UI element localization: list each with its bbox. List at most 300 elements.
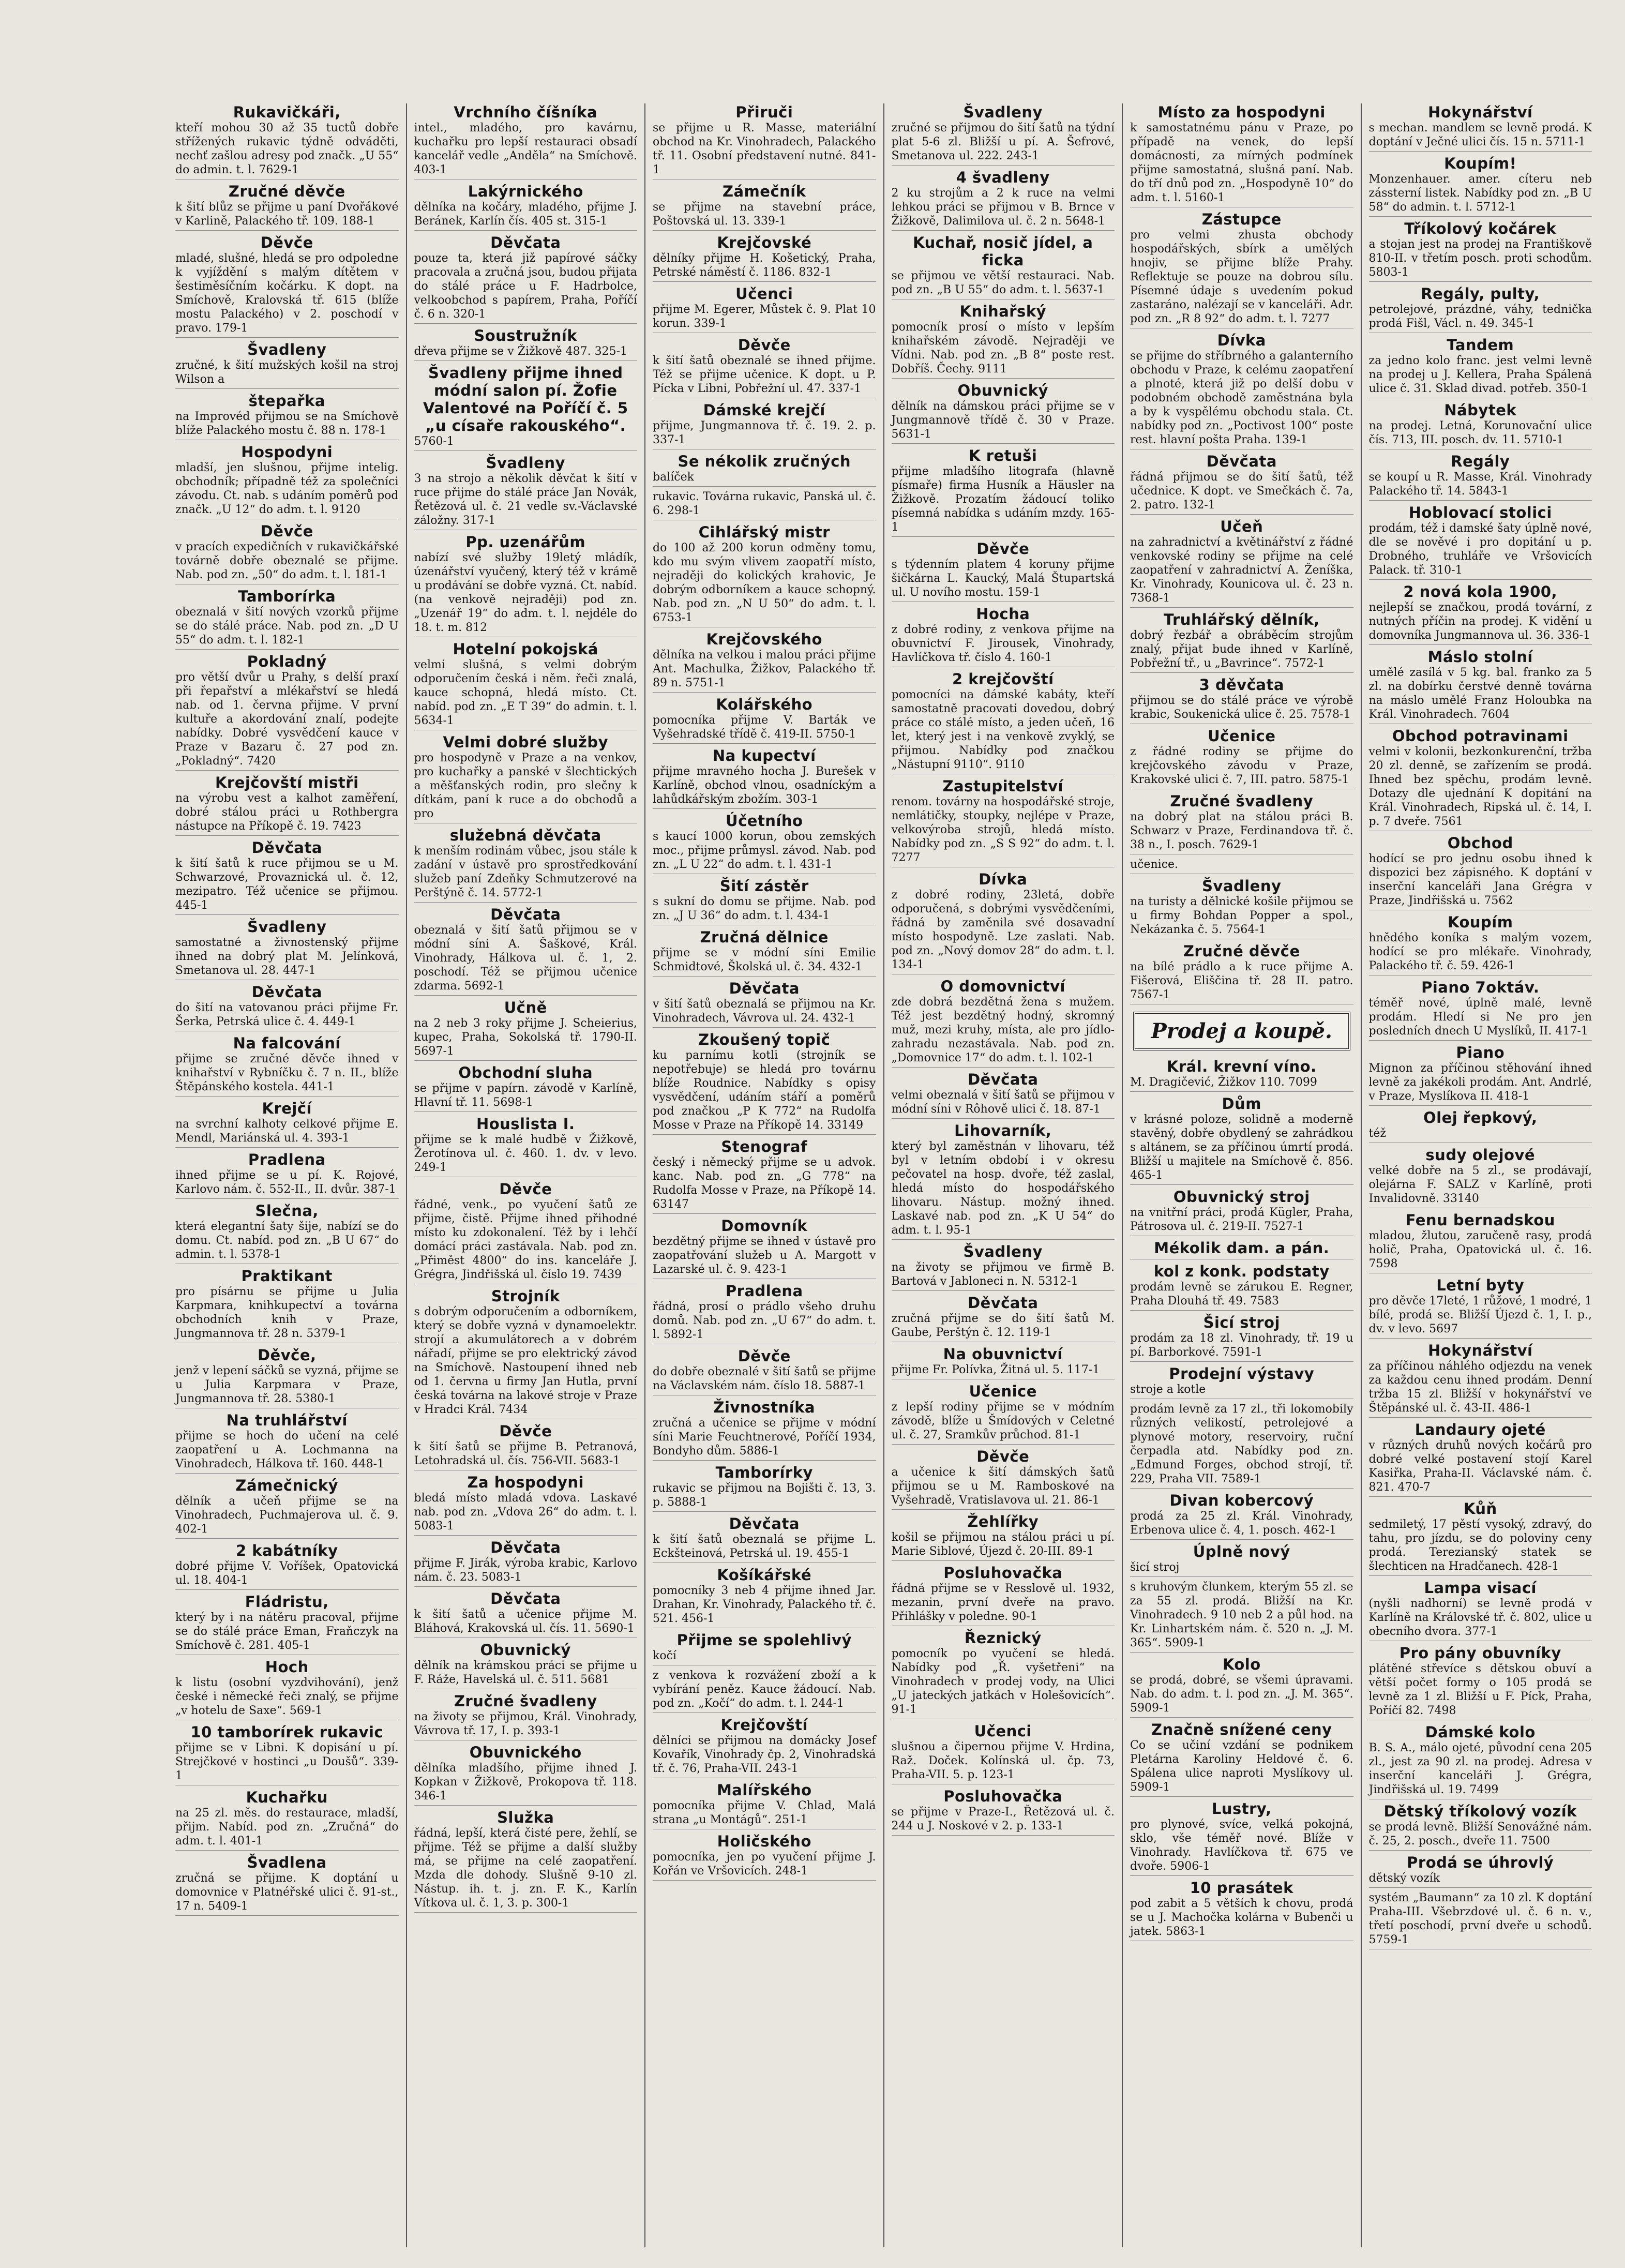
ad-heading: Hokynářství	[1428, 103, 1533, 121]
ad-heading: Značně snížené ceny	[1151, 1721, 1332, 1738]
ad-text: 5760-1	[414, 435, 454, 448]
ad-heading: Zastupitelství	[942, 777, 1063, 795]
ad-text: ihned přijme se u pí. K. Rojové, Karlovo nám. č. 552-II., II. dvůr. 387-1	[175, 1169, 399, 1196]
ad-heading: Stenograf	[721, 1138, 808, 1155]
ad-text: kočí	[653, 1649, 676, 1662]
classified-ad	[1130, 1543, 1353, 1577]
classified-ad	[175, 1542, 399, 1590]
ad-text: B. S. A., málo ojeté, původní cena 205 zl., jest za 90 zl. na prodej. Adresa v inserční kanceláři J. Grégra, Jindřišská ul. 19. 7499	[1368, 1741, 1592, 1796]
ad-text: plátěné střevíce s dětskou obuví a větší počet formy o 105 prodá se levně za 1 zl. Bližší u F. Píck, Praha, Poříčí 82. 7498	[1368, 1662, 1592, 1717]
ad-text: dobré přijme V. Voříšek, Opatovická ul. 18. 404-1	[175, 1560, 399, 1587]
ad-text: hnědého koníka s malým vozem, hodící se pro mlékaře. Vinohrady, Palackého tř. č. 59. 426-1	[1368, 932, 1592, 972]
classified-ad	[1130, 453, 1353, 515]
classified-ad	[1369, 285, 1592, 333]
ad-heading: Praktikant	[241, 1267, 333, 1285]
classified-ad	[175, 1267, 399, 1343]
ad-text: z lepší rodiny přijme se v módním závodě, blíže u Šmídových v Celetné ul. č. 27, Sramkův průchod. 81-1	[891, 1401, 1115, 1441]
classified-ad	[1130, 1492, 1353, 1540]
ad-text: pomocníka, jen po vyučení přijme J. Kořán ve Vršovicích. 248-1	[653, 1851, 876, 1878]
ad-heading: kol z konk. podstaty	[1153, 1263, 1330, 1280]
ad-text: dělníky přijme H. Košetický, Praha, Petrské náměstí č. 1186. 832-1	[653, 252, 876, 279]
ad-heading: 10 tamborírek rukavic	[190, 1723, 384, 1741]
ad-text: pod zabit a 5 větších k chovu, prodá se u J. Machočka kolárna v Bubenči u jatek. 5863-1	[1130, 1897, 1353, 1938]
ad-heading: Děvčata	[490, 906, 561, 923]
ad-text: dělníka na kočáry, mladého, přijme J. Beránek, Karlín čís. 405 st. 315-1	[414, 201, 637, 228]
ad-text: se prodá, dobré, se všemi úpravami. Nab. do adm. t. l. pod zn. „J. M. 365“. 5909-1	[1130, 1674, 1353, 1715]
ad-text: rukavic se přijmou na Bojišti č. 13, 3. p. 5888-1	[653, 1482, 876, 1509]
ad-heading: Žehlířky	[967, 1513, 1039, 1530]
ad-text: velmi v kolonii, bezkonkurenční, tržba 20 zl. denně, se zařízením se prodá. Ihned bez spěchu, prodám levně. Dotazy dle ujednání K dopitání na Král. Vinohradech, Ripská ul. č. 14, I. p. 7 dveře. 7561	[1368, 745, 1592, 828]
ad-heading: Děvče	[976, 540, 1030, 558]
ad-heading: Hoblovací stolici	[1408, 504, 1552, 521]
ad-text: umělé zasílá v 5 kg. bal. franko za 5 zl. na dobírku čerstvé denně továrna na máslo umělé Franz Holoubka na Král. Vinohradech. 7604	[1368, 666, 1592, 721]
classified-ad	[653, 928, 876, 977]
ad-heading: Dámské kolo	[1425, 1723, 1536, 1741]
classified-ad	[653, 453, 876, 487]
ad-text: na Improvéd přijmou se na Smíchově blíže Palackého mostu č. 88 n. 178-1	[175, 410, 399, 437]
ad-heading: Zkoušený topič	[698, 1031, 831, 1048]
ad-text: k šití šatů k ruce přijmou se u M. Schwarzové, Provaznická ul. č. 12, mezipatro. Též učenice se přijmou. 445-1	[175, 857, 399, 912]
ad-heading: Houslista I.	[476, 1115, 575, 1133]
ad-text: na výrobu vest a kalhot zaměření, dobré stálou práci u Rothbergra nástupce na Příkopě č. 19. 7423	[175, 792, 399, 833]
classified-ad	[1369, 1044, 1592, 1106]
ad-text: prodá za 25 zl. Král. Vinohrady, Erbenova ulice č. 4, 1. posch. 462-1	[1130, 1510, 1353, 1537]
ad-heading: Na falcování	[233, 1034, 341, 1052]
classified-ad	[1369, 1579, 1592, 1641]
ad-heading: Přijme se spolehlivý	[676, 1631, 852, 1649]
classified-ad	[892, 103, 1115, 166]
classified-ad	[1369, 979, 1592, 1041]
classified-ad	[653, 285, 876, 333]
classified-ad	[1369, 220, 1592, 282]
ad-heading: Děvčata	[490, 1539, 561, 1556]
ad-heading: Hotelní pokojská	[453, 640, 599, 658]
ad-heading: Učenice	[1208, 727, 1276, 745]
ad-text: bledá místo mladá vdova. Laskavé nab. pod zn. „Vdova 26“ do adm. t. l. 5083-1	[414, 1492, 637, 1533]
classified-ad	[892, 870, 1115, 974]
ad-text: bezdětný přijme se ihned v ústavě pro zaopatřování služeb u A. Margott v Lazarské ul. č. 9. 423-1	[653, 1235, 876, 1276]
ad-heading: Mékolik dam. a pán.	[1154, 1239, 1330, 1257]
classified-ad	[414, 1539, 638, 1587]
ad-text: 3 na strojo a několik děvčat k šití v ruce přijme do stálé práce Jan Novák, Řetězová ul. č. 21 vedle sv.-Václavské záložny. 317-1	[414, 472, 637, 527]
ad-text: se přijme v papírn. závodě v Karlíně, Hlavní tř. 11. 5698-1	[414, 1082, 637, 1109]
ad-heading: Košíkářské	[717, 1566, 812, 1584]
ad-heading: Domovník	[721, 1217, 808, 1235]
classified-ad	[1130, 211, 1353, 328]
ad-text: přijme F. Jirák, výroba krabic, Karlovo nám. č. 23. 5083-1	[414, 1557, 637, 1584]
ad-text: a stojan jest na prodej na Františkově 810-II. v třetím posch. proti schodům. 5803-1	[1368, 238, 1592, 279]
ad-heading: Cihlářský mistr	[698, 523, 830, 541]
classified-ad	[1369, 1146, 1592, 1208]
ad-heading: Prodejní výstavy	[1169, 1365, 1315, 1383]
ad-heading: Děvčata	[490, 234, 561, 251]
classified-ad	[1369, 1891, 1592, 1949]
ad-heading: Děvčata	[968, 1071, 1039, 1088]
classified-ad	[414, 827, 638, 903]
classified-ad	[414, 1064, 638, 1112]
ad-heading: Hokynářství	[1428, 1342, 1533, 1359]
ad-text: na bílé prádlo a k ruce přijme A. Fišerová, Eliščina tř. 28 II. patro. 7567-1	[1130, 960, 1353, 1001]
ad-text: na 25 zl. měs. do restaurace, mladší, přijm. Nabíd. pod zn. „Zručná“ do adm. t. l. 401-1	[175, 1807, 399, 1848]
ad-heading: Lakýrnického	[468, 183, 583, 200]
ad-text: se přijme na stavební práce, Poštovská ul. 13. 339-1	[653, 201, 876, 228]
classified-ad	[1369, 155, 1592, 217]
classified-ad	[892, 1383, 1115, 1445]
ad-heading: Truhlářský dělník,	[1163, 611, 1320, 628]
ad-heading: Hoch	[265, 1658, 309, 1676]
classified-ad	[175, 1346, 399, 1408]
classified-ad	[414, 234, 638, 324]
classified-ad	[1369, 1854, 1592, 1888]
ad-heading: Regály, pulty,	[1421, 285, 1540, 303]
classified-ad	[414, 1474, 638, 1536]
ad-heading: Na kupectví	[712, 747, 816, 764]
ad-heading: Tamborírka	[238, 588, 336, 605]
classified-ad	[653, 183, 876, 231]
classified-ad	[1369, 727, 1592, 831]
ad-heading: Krejčovského	[706, 630, 822, 648]
ad-heading: Děvče	[499, 1422, 552, 1440]
ad-heading: Lustry,	[1211, 1800, 1272, 1818]
classified-ad	[653, 1833, 876, 1881]
ad-heading: Piano	[1456, 1044, 1505, 1061]
ad-heading: Účetního	[726, 812, 803, 830]
ad-heading: Živnostníka	[713, 1399, 815, 1416]
ad-heading: Děvče	[738, 1347, 791, 1365]
column-2	[407, 103, 646, 2247]
classified-ad	[1369, 1421, 1592, 1497]
classified-ad	[653, 1464, 876, 1512]
ad-text: k šití šatů obeznalé se ihned přijme. Též se přijme učenice. K dopt. u P. Pícka v Libni, Pobřežní ul. 47. 337-1	[653, 354, 876, 395]
ad-heading: Zručné švadleny	[1170, 792, 1314, 810]
ad-text: dětský vozík	[1368, 1872, 1440, 1885]
classified-ad	[414, 454, 638, 530]
ad-heading: Švadleny	[486, 454, 565, 472]
classified-ad	[414, 1590, 638, 1638]
ad-heading: 2 nová kola 1900,	[1403, 583, 1558, 600]
classified-ad	[1369, 1276, 1592, 1339]
classified-ad	[175, 1789, 399, 1851]
ad-heading: Knihařský	[959, 303, 1047, 320]
ad-heading: Zástupce	[1201, 211, 1282, 228]
ad-text: pro děvče 17leté, 1 růžové, 1 modré, 1 bílé, prodá se. Bližší Újezd č. 1, I. p., dv. v levo. 5697	[1368, 1295, 1592, 1335]
ad-heading: Lihovarník,	[954, 1122, 1052, 1139]
ad-heading: Kůň	[1463, 1500, 1497, 1518]
classified-ad	[892, 1722, 1115, 1784]
ad-heading: služebná děvčata	[449, 827, 601, 844]
ad-text: přijme se hoch do učení na celé zaopatření u A. Lochmanna na Vinohradech, Hálkova tř. 160. 448-1	[175, 1430, 399, 1470]
ad-heading: 3 děvčata	[1199, 676, 1284, 694]
ad-text: z řádné rodiny se přijme do krejčovského závodu v Praze, Krakovské ulici č. 7, III. patro. 5875-1	[1130, 745, 1353, 786]
column-5	[1123, 103, 1362, 2247]
classified-ad	[1130, 858, 1353, 874]
ad-heading: Švadleny	[963, 103, 1043, 121]
ad-text: na svrchní kalhoty celkové přijme E. Mendl, Mariánská ul. 4. 393-1	[175, 1118, 399, 1145]
ad-heading: Na truhlářství	[226, 1411, 348, 1429]
classified-ad	[175, 103, 399, 179]
classified-ad	[175, 392, 399, 440]
ad-text: k listu (osobní vyzdvihování), jenž české i německé řeči znalý, se přijme „v hotelu de Saxe“. 569-1	[175, 1676, 399, 1717]
classified-ad	[1369, 504, 1592, 580]
ad-text: se přijme v Praze-I., Řetězová ul. č. 244 u J. Noskové v 2. p. 133-1	[891, 1806, 1115, 1833]
classified-ad	[653, 1515, 876, 1563]
classified-ad	[653, 1399, 876, 1461]
classified-ad	[414, 1422, 638, 1470]
ad-heading: Řeznický	[964, 1629, 1042, 1647]
ad-text: s mechan. mandlem se levně prodá. K doptání v Ječné ulici čís. 15 n. 5711-1	[1368, 122, 1592, 148]
column-6	[1362, 103, 1600, 2247]
ad-text: z venkova k rozvážení zboží a k vybírání peněz. Kauce žádoucí. Nab. pod zn. „Kočí“ do adm. t. l. 244-1	[653, 1669, 876, 1710]
ad-heading: Šití zástěr	[719, 877, 809, 895]
classified-ad	[414, 103, 638, 179]
ad-heading: Rukavičkáři,	[233, 103, 341, 121]
classified-ad	[653, 1631, 876, 1665]
ad-heading: Krejčovské	[717, 234, 812, 251]
classified-ad	[175, 1034, 399, 1097]
classified-ad	[1130, 1263, 1353, 1311]
classified-ad	[1369, 401, 1592, 449]
ad-text: dělníci se přijmou na domácky Josef Kovařík, Vinohrady čp. 2, Vinohradská tř. č. 76, Praha-VII. 243-1	[653, 1734, 876, 1775]
ad-text: zručné se přijmou do šití šatů na týdní plat 5-6 zl. Bližší u pí. A. Šefrové, Smetanova ul. 222. 243-1	[891, 122, 1115, 162]
ad-heading: Kolo	[1222, 1656, 1261, 1673]
ad-text: dělník na dámskou práci přijme se v Jungmannově třídě č. 30 v Praze. 5631-1	[891, 400, 1115, 441]
classified-ad	[175, 918, 399, 980]
ad-heading: Děvče	[738, 336, 791, 354]
ad-heading: Děvčata	[729, 980, 800, 997]
ad-text: s kaucí 1000 korun, obou zemských moc., přijme průmysl. závod. Nab. pod zn. „L U 22“ do adm. t. l. 431-1	[653, 830, 876, 871]
ad-text: mladou, žlutou, zaručeně rasy, prodá holič, Praha, Opatovická ul. č. 16. 7598	[1368, 1229, 1592, 1270]
ad-text: se přijme u R. Masse, materiální obchod na Kr. Vinohradech, Palackého tř. 11. Osobní představení nutné. 841-1	[653, 122, 876, 176]
classified-ad	[892, 1513, 1115, 1561]
ad-text: hodící se pro jednu osobu ihned k dispozici bez zápisného. K doptání v inserční kanceláři Jana Grégra v Praze, Jindřišská u. 7562	[1368, 852, 1592, 907]
ad-text: dělník na krámskou práci se přijme u F. Ráže, Havelská ul. č. 511. 5681	[414, 1659, 637, 1686]
ad-text: se přijme do stříbrného a galanterního obchodu v Praze, k celému zaopatření a plnoté, která již po delší dobu v podobném obchodě zaměstnána byla a by k vyspělému obchodu stala. Ct. nabídky pod zn. „Poctivost 100“ poste rest. hlavní pošta Praha. 139-1	[1130, 350, 1353, 446]
ad-heading: Dámské krejčí	[703, 401, 825, 419]
classified-ad	[175, 774, 399, 836]
ad-text: rukavic. Továrna rukavic, Panská ul. č. 6. 298-1	[653, 490, 876, 517]
ad-heading: Švadleny	[1202, 877, 1282, 895]
classified-ad	[892, 670, 1115, 774]
classified-ad	[892, 1629, 1115, 1719]
ad-text: v různých druhů nových kočárů pro dobré velké postavení stojí Karel Kasiřka, Praha-II. Václavské nám. č. 821. 470-7	[1368, 1439, 1592, 1494]
ad-text: dělníka na velkou i malou práci přijme Ant. Machulka, Žižkov, Palackého tř. 89 n. 5751-1	[653, 649, 876, 689]
ad-text: pomocník prosí o místo v lepším knihařském závodě. Nejraději ve Vídni. Nab. pod zn. „B 8“ poste rest. Dobříš. Čechy. 9111	[891, 321, 1115, 376]
ad-text: zručná a učenice se přijme v módní síni Marie Feuchtnerové, Poříčí 1934, Bondyho dům. 5886-1	[653, 1417, 876, 1458]
ad-text: k samostatnému pánu v Praze, po případě na venek, do lepší domácnosti, za mírných podmínek přijme samostatná, slušná paní. Nab. do tří dnů pod zn. „Hospodyně 10“ do adm. t. l. 5160-1	[1130, 122, 1353, 204]
ad-text: se koupí u R. Masse, Král. Vinohrady Palackého tř. 14. 5843-1	[1368, 471, 1592, 498]
column-1	[168, 103, 407, 2247]
ad-text: prodám za 18 zl. Vinohrady, tř. 19 u pí. Barborkové. 7591-1	[1130, 1332, 1353, 1359]
classified-ad	[653, 1716, 876, 1778]
classified-ad	[1130, 1721, 1353, 1797]
classified-ad	[892, 382, 1115, 444]
classified-ad	[414, 364, 638, 451]
classified-ad	[1130, 611, 1353, 673]
ad-heading: Fládristu,	[245, 1593, 329, 1611]
ad-text: Monzenhauer. amer. cíteru neb zássterní listek. Nabídky pod zn. „B U 58“ do admin. t. l. 5712-1	[1368, 173, 1592, 214]
classified-ad	[414, 327, 638, 361]
ad-text: k šití šatů se přijme B. Petranová, Letohradská ul. čís. 756-VII. 5683-1	[414, 1440, 637, 1467]
ad-heading: Prodá se úhrovlý	[1407, 1854, 1554, 1871]
classified-ad	[1130, 792, 1353, 854]
ad-text: řádná, prosí o prádlo všeho druhu domů. Nab. pod zn. „U 67“ do adm. t. l. 5892-1	[653, 1300, 876, 1341]
ad-heading: Olej řepkový,	[1423, 1109, 1538, 1127]
ad-text: se prodá levně. Bližší Senovážné nám. č. 25, 2. posch., dveře 11. 7500	[1368, 1821, 1592, 1848]
ad-text: s týdenním platem 4 koruny přijme šičkárna L. Kaucký, Malá Štupartská ul. U novího mostu. 159-1	[891, 558, 1115, 599]
classified-ad	[414, 1809, 638, 1913]
ad-text: obeznalá v šití nových vzorků přijme se do stálé práce. Nab. pod zn. „D U 55“ do adm. t. l. 182-1	[175, 606, 399, 647]
classified-ad	[414, 999, 638, 1061]
ad-heading: Krejčovští mistři	[215, 774, 359, 791]
ad-text: učenice.	[1130, 858, 1179, 871]
classified-ad	[1369, 648, 1592, 724]
ad-text: do 100 až 200 korun odměny tomu, kdo mu svým vlivem zaopatří místo, nejraději do kolických krahovic, Je dobrým odborníkem a kauce schopný. Nab. pod zn. „N U 50“ do adm. t. l. 6753-1	[653, 542, 876, 624]
ad-text: prodám levně za 17 zl., tři lokomobily různých velikostí, petrolejové a plynové motory, reservoiry, ruční čerpadla atd. Nabídky pod zn. „Edmund Forges, obchod strojí, tř. 229, Praha VII. 7589-1	[1130, 1403, 1353, 1485]
ad-text: k šití blůz se přijme u paní Dvořákové v Karlině, Palackého tř. 109. 188-1	[175, 201, 399, 228]
ad-text: který by i na nátěru pracoval, přijme se do stálé práce Eman, Fraňczyk na Smíchově č. 281. 405-1	[175, 1611, 399, 1652]
ad-heading: Soustružník	[474, 327, 578, 344]
ad-text: pomocníky 3 neb 4 přijme ihned Jar. Drahan, Kr. Vinohrady, Palackého tř. č. 521. 456-1	[653, 1584, 876, 1625]
ad-text: pro hospodyně v Praze a na venkov, pro kuchařky a panské v šlechtických a měšťanských rodin, pro slečny k dítkám, paní k ruce a do obchodů a pro	[414, 752, 637, 820]
ad-text: přijme mladšího litografa (hlavně písmaře) firma Husník a Häusler na Žižkově. Prozatím žádoucí toliko písemná nabídka s udáním mzdy. 165-1	[891, 465, 1115, 534]
ad-text: samostatné a živnostenský přijme ihned na dobrý plat M. Jelínková, Smetanova ul. 28. 447-1	[175, 936, 399, 977]
ad-heading: Dům	[1222, 1095, 1261, 1113]
ad-heading: Tandem	[1447, 336, 1514, 354]
ad-heading: Místo za hospodyni	[1157, 103, 1326, 121]
ad-heading: Kolářského	[716, 696, 813, 713]
ad-heading: Kuchařku	[246, 1789, 328, 1806]
ad-heading: Švadleny přijme ihned módní salon pí. Žofie Valentové na Poříčí č. 5 „u císaře rakouského“.	[423, 364, 628, 434]
ad-text: na životy se přijmou, Král. Vinohrady, Vávrova tř. 17, I. p. 393-1	[414, 1710, 637, 1737]
ad-heading: Děvčata	[968, 1294, 1039, 1312]
classified-ad	[1130, 1800, 1353, 1876]
ad-text: prodám, též i damské šaty úplně nové, dle se nověvé i pro dopitání u p. Drobného, truhláře ve Vršovicích Palack. tř. 310-1	[1368, 522, 1592, 577]
ad-heading: Nábytek	[1444, 401, 1517, 419]
classified-ad	[175, 1151, 399, 1199]
classified-ad	[892, 978, 1115, 1068]
classified-ad	[653, 696, 876, 744]
ad-heading: O domovnictví	[940, 978, 1065, 995]
ad-text: na zahradnictví a květinářství z řádné venkovské rodiny se přijme na celé zaopatření v zahradnictví A. Ženíška, Kr. Vinohrady, Kounicova ul. č. 23 n. 7368-1	[1130, 536, 1353, 605]
ad-text: a učenice k šití dámských šatů přijmou se u M. Ramboskové na Vyšehradě, Vratislavova ul. 21. 86-1	[891, 1466, 1115, 1507]
ad-text: obeznalá v šití šatů přijmou se v módní síni A. Šaškové, Král. Vinohrady, Hálkova ul. č. 1, 2. poschodí. Též se přijmou učenice zdarma. 5692-1	[414, 924, 637, 993]
ad-heading: Máslo stolní	[1427, 648, 1533, 666]
ad-text: Co se učiní vzdání se podnikem Pletárna Karoliny Heldové č. 6. Spálena ulice naproti Myslíkovy ul. 5909-1	[1130, 1739, 1353, 1794]
ad-heading: Švadleny	[247, 918, 327, 936]
ad-heading: Děvčata	[1206, 453, 1277, 470]
ad-heading: Divan kobercový	[1169, 1492, 1314, 1509]
ad-heading: Landaury ojeté	[1415, 1421, 1546, 1438]
classified-ad	[892, 1294, 1115, 1342]
classified-ad	[1369, 1644, 1592, 1720]
ad-text: do dobře obeznalé v šití šatů se přijme na Václavském nám. číslo 18. 5887-1	[653, 1365, 876, 1392]
ad-heading: Regály	[1451, 453, 1510, 470]
classified-ad	[175, 653, 399, 771]
ad-text: do šití na vatovanou práci přijme Fr. Šerka, Petrská ulice č. 4. 449-1	[175, 1001, 399, 1028]
classified-ad	[175, 1477, 399, 1539]
ad-heading: Učenice	[969, 1383, 1037, 1400]
classified-ad	[1369, 1500, 1592, 1576]
ad-text: mladší, jen slušnou, přijme intelig. obchodník; případně též za společníci závodu. Ct. nab. s udáním poměrů pod značk. „U 12“ do adm. t. l. 9120	[175, 461, 399, 516]
ad-text: velmi obeznalá v šití šatů se přijmou v módní síni v Rôhově ulici č. 18. 87-1	[891, 1089, 1115, 1116]
ad-text: M. Dragičević, Žižkov 110. 7099	[1130, 1076, 1317, 1089]
ad-heading: Koupím	[1448, 913, 1513, 931]
classified-ad	[653, 747, 876, 809]
classified-ad	[892, 540, 1115, 602]
classified-ad	[892, 777, 1115, 867]
classified-ad	[892, 1448, 1115, 1510]
ad-heading: Učenci	[974, 1722, 1032, 1740]
ad-text: sedmiletý, 17 pěstí vysoký, zdravý, do tahu, pro jízdu, se do poloviny ceny prodá. Terezianský statek se šlechticen na Hradčanech. 428-1	[1368, 1518, 1592, 1573]
classified-ad	[892, 447, 1115, 537]
classified-ad	[892, 1564, 1115, 1626]
ad-text: přijme mravného hocha J. Burešek v Karlíně, obchod vlnou, osadníckým a lahůdkářským zbožím. 303-1	[653, 765, 876, 806]
ad-text: slušnou a čipernou přijme V. Hrdina, Raž. Doček. Kolínská ul. čp. 73, Praha-VII. 5. p. 123-1	[891, 1740, 1115, 1781]
classified-ad	[414, 906, 638, 996]
classified-ad	[1130, 103, 1353, 207]
classified-ad	[414, 1641, 638, 1689]
ad-text: řádná přijmou se do šití šatů, též učednice. K dopt. ve Smečkách č. 7a, 2. patro. 132-1	[1130, 471, 1353, 512]
ad-heading: Pokladný	[247, 653, 327, 670]
ad-heading: Holičského	[717, 1833, 811, 1850]
classified-ad	[653, 401, 876, 449]
ad-heading: Tamborírky	[715, 1464, 813, 1481]
ad-text: téměř nové, úplně malé, levně prodám. Hledí si Ne pro jen posledních dnech U Myslíků, II. 417-1	[1368, 997, 1592, 1038]
classified-ad	[653, 523, 876, 627]
ad-heading: Zručné děvče	[1183, 942, 1300, 960]
ad-heading: Děvče	[976, 1448, 1030, 1465]
ad-heading: Dívka	[979, 870, 1028, 888]
ad-text: mladé, slušné, hledá se pro odpoledne k vyjíždění s malým dítětem v šestiměsíčním kočárku. K dopt. na Smíchově, Kralovská tř. 615 (blíže mostu Palackého) v 2. poschodí v pravo. 179-1	[175, 252, 399, 335]
ad-heading: Učně	[504, 999, 547, 1016]
ad-text: v krásné poloze, solidně a moderně stavěný, dobře obydlený se zahrádkou s altánem, se za příčinou úmrtí prodá. Bližší u majitele na Smíchově č. 856. 465-1	[1130, 1113, 1353, 1182]
ad-text: který byl zaměstnán v lihovaru, též byl v letním období i v okresu pečovatel na hosp. dvoře, též zaslal, hledá místo do hospodářského lihovaru. Nástup. možný ihned. Laskavé nab. pod zn. „K U 54“ do adm. t. l. 95-1	[891, 1140, 1115, 1237]
ad-text: přijmou se do stálé práce ve výrobě krabic, Soukenická ulice č. 25. 7578-1	[1130, 694, 1353, 721]
classified-ad	[1369, 453, 1592, 501]
ad-text: se přijmou ve větší restauraci. Nab. pod zn. „B U 55“ do adm. t. l. 5637-1	[891, 269, 1115, 296]
classified-ad	[653, 980, 876, 1028]
ad-text: stroje a kotle	[1130, 1383, 1206, 1396]
ad-text: přijme se k malé hudbě v Žižkově, Žerotínova ul. č. 460. 1. dv. v levo. 249-1	[414, 1133, 637, 1174]
ad-heading: Děvčata	[490, 1590, 561, 1608]
classified-ad	[1369, 1211, 1592, 1273]
ad-heading: Koupím!	[1444, 155, 1517, 172]
ad-heading: Obuvnický	[480, 1641, 571, 1659]
classified-ad	[1369, 103, 1592, 152]
ad-heading: Zručné děvče	[228, 183, 345, 200]
classified-ad	[892, 1788, 1115, 1836]
classified-ad	[653, 877, 876, 925]
classified-ad	[1130, 877, 1353, 939]
ad-heading: Učeň	[1220, 518, 1263, 535]
ad-heading: Slečna,	[255, 1202, 319, 1220]
classified-ad	[175, 983, 399, 1031]
ad-text: ku parnímu kotli (strojník se nepotřebuje) se hledá pro továrnu blíže Roudnice. Nabídky s opisy vysvědčení, udáním stáří a poměrů pod značkou „P K 772“ na Rudolfa Mosse v Praze na Příkopě 14. 33149	[653, 1049, 876, 1132]
ad-text: řádná přijme se v Resslově ul. 1932, mezanin, první dveře na pravo. Přihlášky v poledne. 90-1	[891, 1582, 1115, 1623]
classified-ad	[1369, 336, 1592, 398]
classified-ad	[653, 103, 876, 179]
ad-text: nabízí své služby 19letý mládík, úzenářství vyučený, který též v krámě u prodávání se dobře vyzná. Ct. nabíd. (na venkově nejraději) pod zn. „Uzenář 19“ do adm. t. l. nejdéle do 18. t. m. 812	[414, 551, 637, 634]
ad-text: košil se přijmou na stálou práci u pí. Marie Siblové, Újezd č. 20-III. 89-1	[891, 1531, 1115, 1558]
classified-ad	[414, 1744, 638, 1806]
classified-ad	[175, 234, 399, 338]
classified-ad	[653, 1347, 876, 1395]
ad-heading: 10 prasátek	[1190, 1879, 1293, 1897]
classified-ad	[1369, 583, 1592, 645]
ad-heading: Na obuvnictví	[943, 1345, 1063, 1363]
ad-text: přijme Fr. Polívka, Žitná ul. 5. 117-1	[891, 1363, 1100, 1376]
ad-heading: Přiruči	[735, 103, 793, 121]
